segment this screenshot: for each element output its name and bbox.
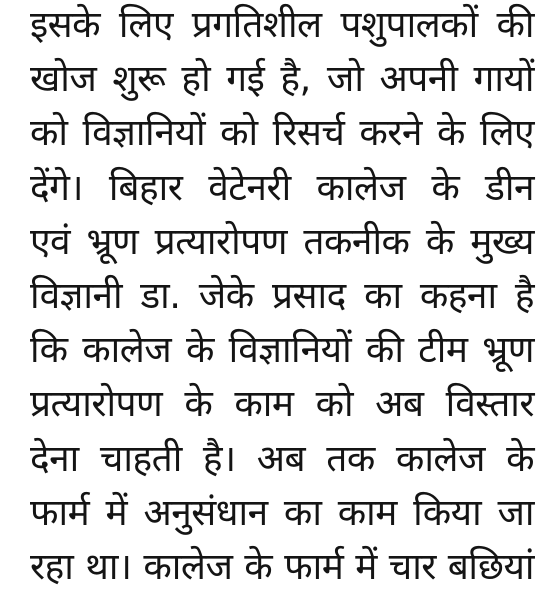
article-line: को विज्ञानियों को रिसर्च करने के लिए	[30, 111, 534, 155]
article-line: फार्म में अनुसंधान का काम किया जा	[30, 490, 534, 534]
article-line: देंगे। बिहार वेटेनरी कालेज के डीन	[30, 165, 534, 209]
article-line: एवं भ्रूण प्रत्यारोपण तकनीक के मुख्य	[30, 219, 534, 263]
article-line: रहा था। कालेज के फार्म में चार बछियां	[30, 544, 534, 588]
article-line: देना चाहती है। अब तक कालेज के	[30, 436, 534, 480]
article-line: कि कालेज के विज्ञानियों की टीम भ्रूण	[30, 328, 534, 372]
article-line: प्रत्यारोपण के काम को अब विस्तार	[30, 382, 534, 426]
article-body	[30, 0, 534, 594]
article-line: विज्ञानी डा. जेके प्रसाद का कहना है	[30, 273, 534, 317]
article-line: इसके लिए प्रगतिशील पशुपालकों की	[30, 3, 534, 46]
article-line: खोज शुरू हो गई है, जो अपनी गायों	[30, 57, 534, 101]
